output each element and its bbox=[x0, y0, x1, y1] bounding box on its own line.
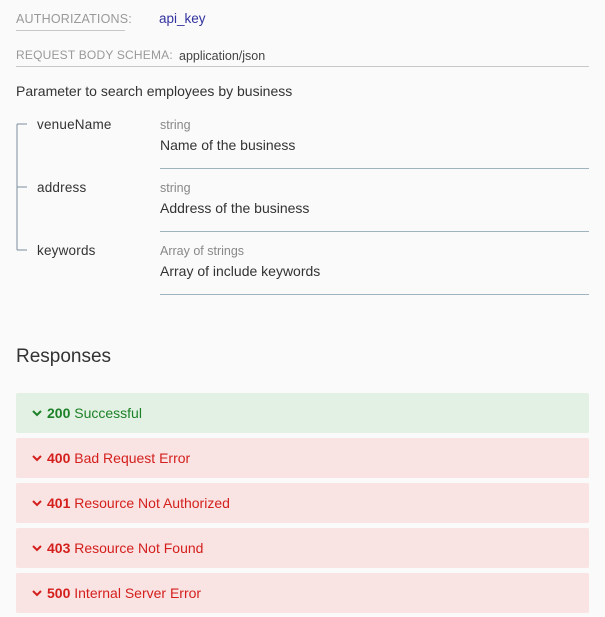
response-message: Successful bbox=[74, 405, 142, 421]
param-row-address bbox=[16, 178, 589, 241]
param-name: keywords bbox=[37, 243, 96, 258]
tree-branch-icon bbox=[16, 115, 31, 178]
response-code: 403 bbox=[47, 540, 71, 556]
response-code: 500 bbox=[47, 585, 71, 601]
request-body-schema-label: REQUEST BODY SCHEMA: bbox=[16, 48, 173, 62]
responses-title: Responses bbox=[16, 346, 112, 367]
response-label bbox=[47, 495, 230, 511]
response-500[interactable] bbox=[16, 573, 589, 613]
response-label bbox=[47, 405, 142, 421]
param-details bbox=[160, 115, 589, 169]
response-401[interactable] bbox=[16, 483, 589, 523]
param-description: Array of include keywords bbox=[160, 263, 321, 279]
response-code: 400 bbox=[47, 450, 71, 466]
authorizations-label: AUTHORIZATIONS: bbox=[16, 12, 125, 31]
content-type-value: application/json bbox=[179, 49, 266, 63]
param-type: string bbox=[160, 118, 191, 132]
param-details bbox=[160, 178, 589, 232]
response-label bbox=[47, 585, 201, 601]
param-name: address bbox=[37, 180, 87, 195]
param-description: Name of the business bbox=[160, 137, 296, 153]
response-message: Internal Server Error bbox=[74, 585, 202, 601]
param-type: string bbox=[160, 181, 191, 195]
response-code: 200 bbox=[47, 405, 71, 421]
tree-branch-icon bbox=[16, 178, 31, 241]
response-code: 401 bbox=[47, 495, 71, 511]
param-name: venueName bbox=[37, 117, 112, 132]
tree-branch-icon bbox=[16, 241, 31, 304]
chevron-down-icon bbox=[31, 452, 43, 464]
chevron-down-icon bbox=[31, 542, 43, 554]
response-message: Bad Request Error bbox=[74, 450, 191, 466]
chevron-down-icon bbox=[31, 407, 43, 419]
param-type: Array of strings bbox=[160, 244, 245, 258]
chevron-down-icon bbox=[31, 587, 43, 599]
request-body-schema-row bbox=[16, 46, 589, 67]
response-label bbox=[47, 540, 203, 556]
response-403[interactable] bbox=[16, 528, 589, 568]
param-details bbox=[160, 241, 589, 295]
response-message: Resource Not Found bbox=[74, 540, 204, 556]
param-description: Address of the business bbox=[160, 200, 310, 216]
param-row-keywords bbox=[16, 241, 589, 304]
param-row-venuename bbox=[16, 115, 589, 178]
response-200[interactable] bbox=[16, 393, 589, 433]
chevron-down-icon bbox=[31, 497, 43, 509]
response-message: Resource Not Authorized bbox=[74, 495, 230, 511]
authorizations-value[interactable]: api_key bbox=[159, 11, 206, 26]
authorizations-row bbox=[16, 10, 589, 34]
response-400[interactable] bbox=[16, 438, 589, 478]
response-label bbox=[47, 450, 190, 466]
request-body-description: Parameter to search employees by business bbox=[16, 83, 293, 99]
